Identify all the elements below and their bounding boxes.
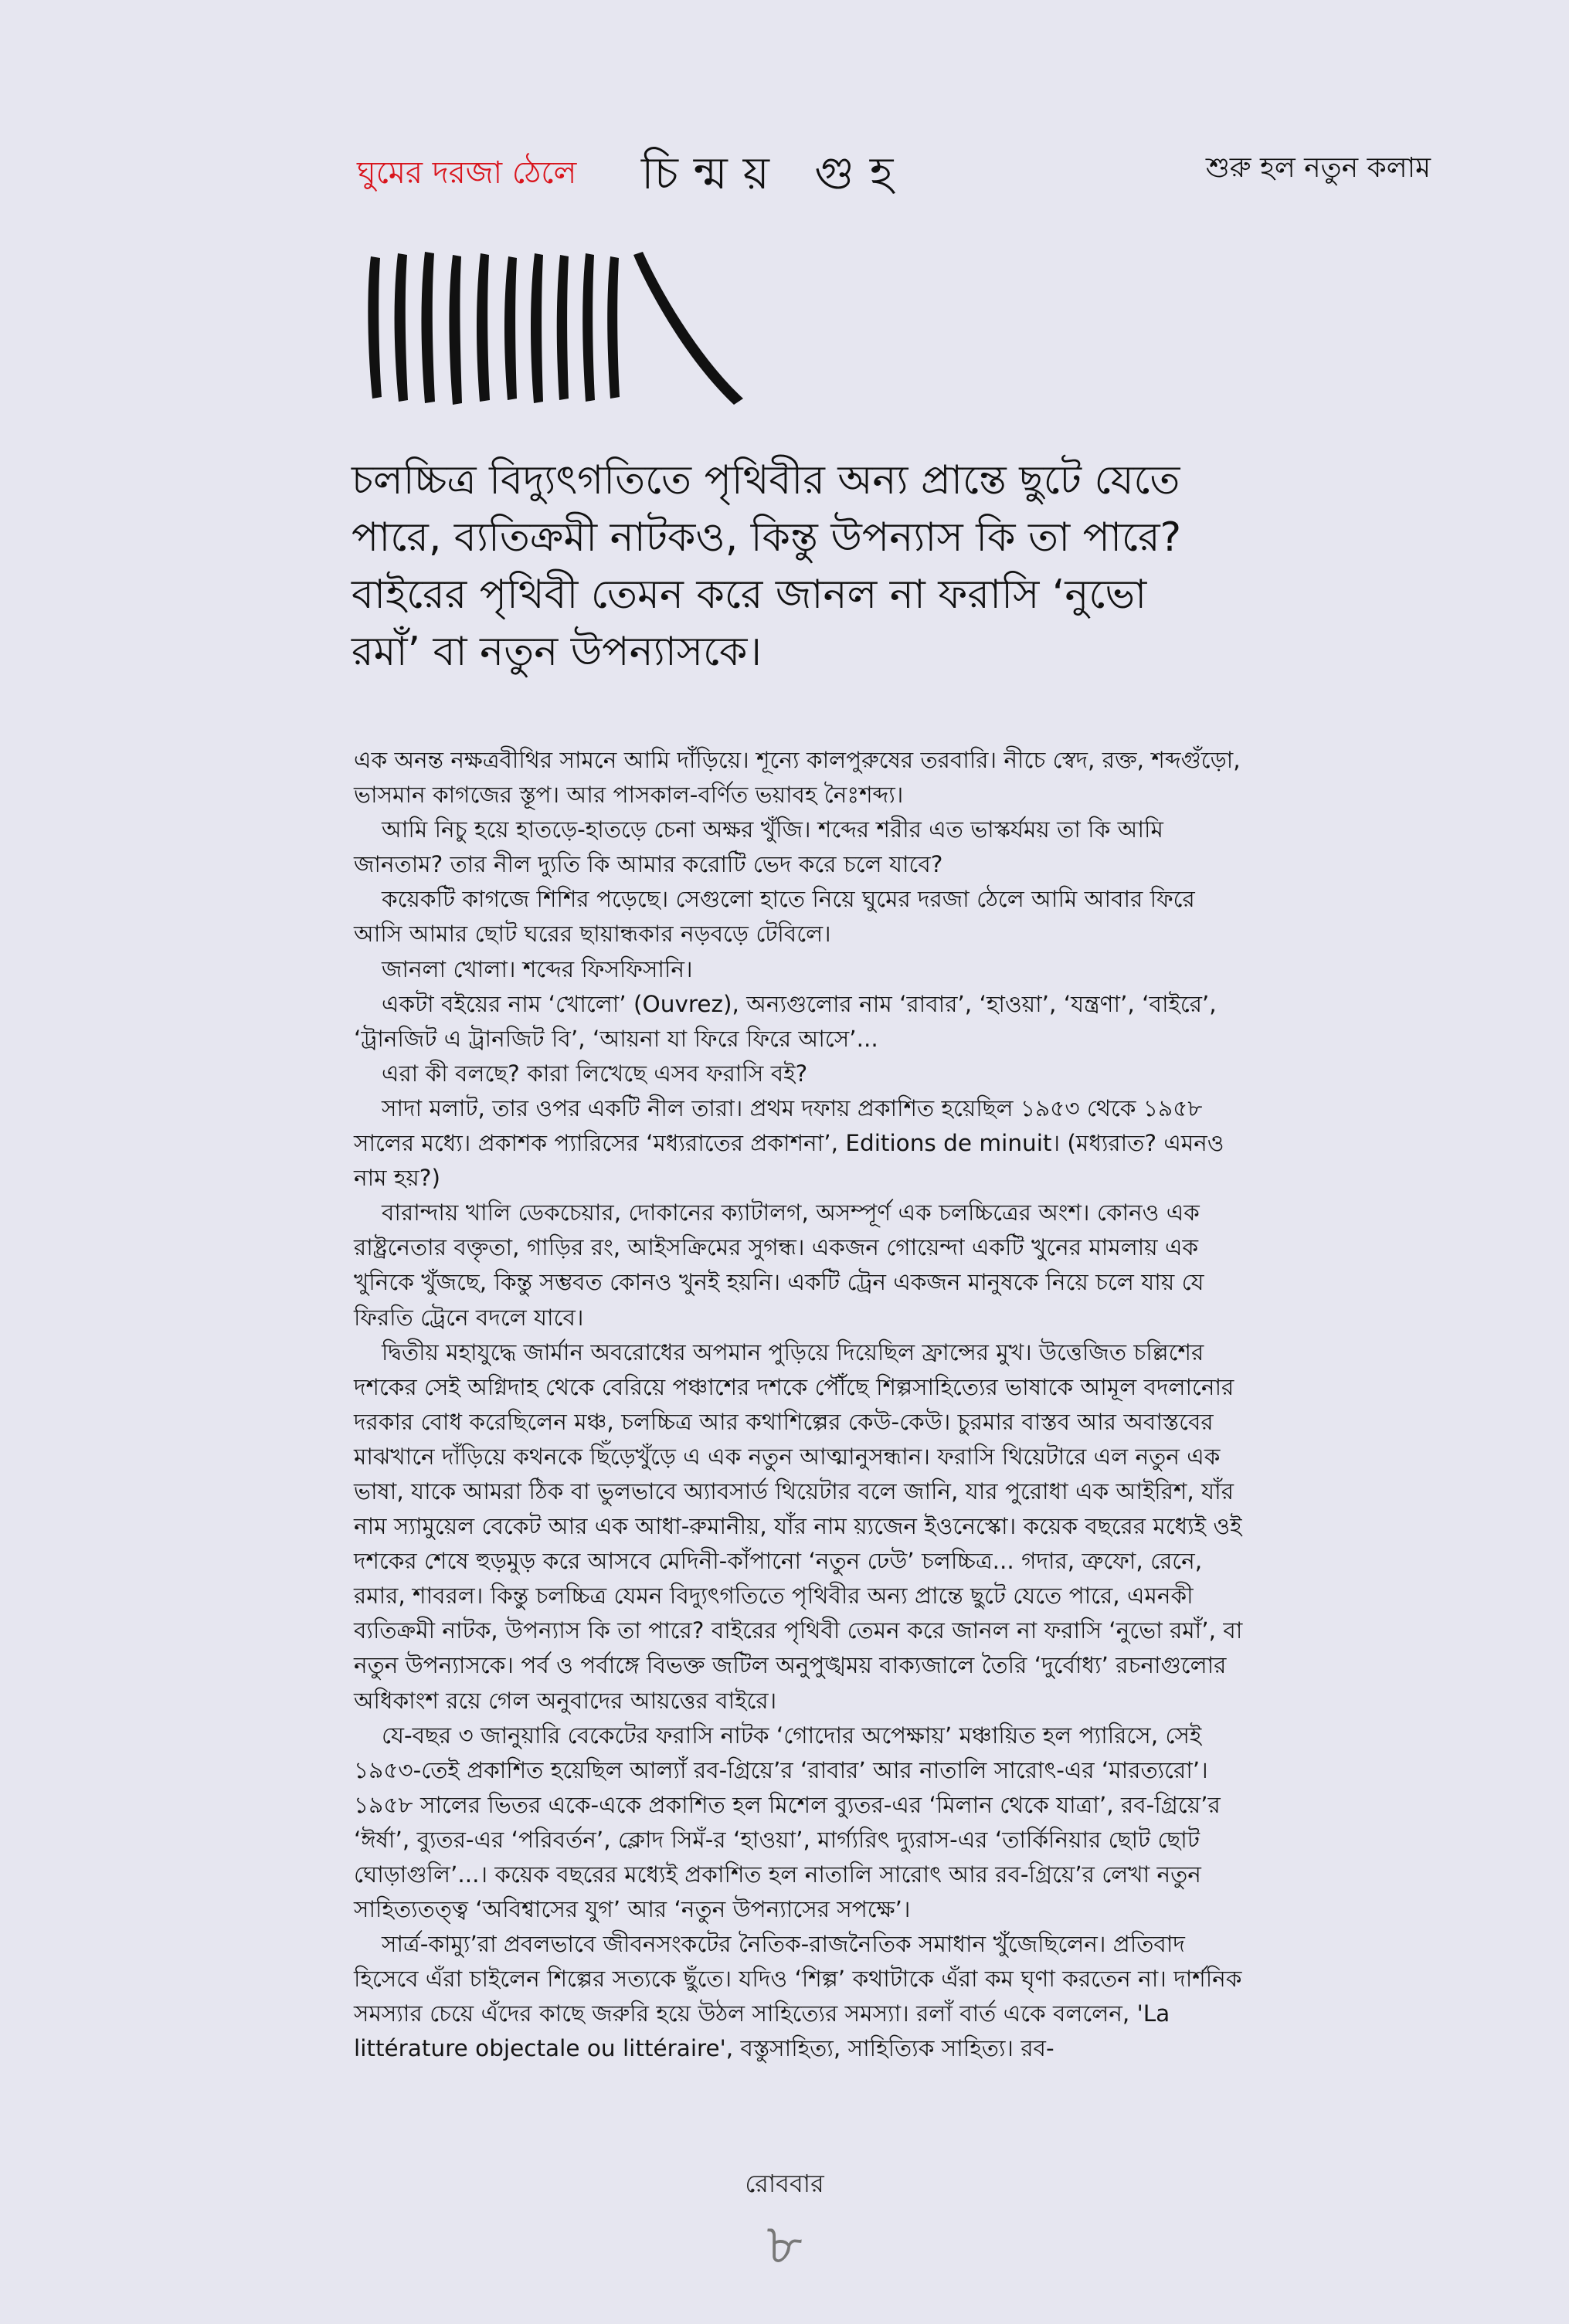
body-paragraph: এরা কী বলছে? কারা লিখেছে এসব ফরাসি বই? — [382, 1060, 808, 1087]
column-title: ঘুমের দরজা ঠেলে — [357, 155, 577, 191]
body-paragraph: যে-বছর ৩ জানুয়ারি বেকেটের ফরাসি নাটক ‘গোদোর অপেক্ষায়’ মঞ্চায়িত হল প্যারিসে, সেই ১৯৫৩-তেই প্রকাশিত হয়েছিল আল্যাঁ রব-গ্রিয়ে’র ‘রাবার’ আর নাতালি সারোৎ-এর ‘মারত্যরো’। ১৯৫৮ সালের ভিতর একে-একে প্রকাশিত হল মিশেল ব্যুতর-এর ‘মিলান থেকে যাত্রা’, রব-গ্রিয়ে’র ‘ঈর্ষা’, ব্যুতর-এর ‘পরিবর্তন’, ক্লোদ সিমঁ-র ‘হাওয়া’, মার্গ্যরিৎ দ্যুরাস-এর ‘তার্কিনিয়ার ছোট ছোট ঘোড়াগুলি’...। কয়েক বছরের মধ্যেই প্রকাশিত হল নাতালি সারোৎ আর রব-গ্রিয়ে’র লেখা নতুন সাহিত্যতত্ত্ব ‘অবিশ্বাসের যুগ’ আর ‘নতুন উপন্যাসের সপক্ষে’। — [354, 1722, 1221, 1923]
column-announcement: শুরু হল নতুন কলাম — [1205, 152, 1431, 184]
magazine-name: রোববার — [745, 2169, 824, 2198]
body-paragraph: দ্বিতীয় মহাযুদ্ধে জার্মান অবরোধের অপমান পুড়িয়ে দিয়েছিল ফ্রান্সের মুখ। উত্তেজিত চল্লিশের দশকের সেই অগ্নিদাহ থেকে বেরিয়ে পঞ্চাশের দশকে পৌঁছে শিল্পসাহিত্যের ভাষাকে আমূল বদলানোর দরকার বোধ করেছিলেন মঞ্চ, চলচ্চিত্র আর কথাশিল্পের কেউ-কেউ। চুরমার বাস্তব আর অবাস্তবের মাঝখানে দাঁড়িয়ে কথনকে ছিঁড়েখুঁড়ে এ এক নতুন আত্মানুসন্ধান। ফরাসি থিয়েটারে এল নতুন এক ভাষা, যাকে আমরা ঠিক বা ভুলভাবে অ্যাবসার্ড থিয়েটার বলে জানি, যার পুরোধা এক আইরিশ, যাঁর নাম স্যামুয়েল বেকেট আর এক আধা-রুমানীয়, যাঁর নাম য়্যজেন ইওনেস্কো। কয়েক বছরের মধ্যেই ওই দশকের শেষে হুড়মুড় করে আসবে মেদিনী-কাঁপানো ‘নতুন ঢেউ’ চলচ্চিত্র... গদার, ত্রুফো, রেনে, রমার, শাবরল। কিন্তু চলচ্চিত্র যেমন বিদ্যুৎগতিতে পৃথিবীর অন্য প্রান্তে ছুটে যেতে পারে, এমনকী ব্যতিক্রমী নাটক, উপন্যাস কি তা পারে? বাইরের পৃথিবী তেমন করে জানল না ফরাসি ‘নুভো রমাঁ’, বা নতুন উপন্যাসকে। পর্ব ও পর্বাঙ্গে বিভক্ত জটিল অনুপুঙ্খময় বাক্যজালে তৈরি ‘দুর্বোধ্য’ রচনাগুলোর অধিকাংশ রয়ে গেল অনুবাদের আয়ত্তের বাইরে। — [354, 1338, 1243, 1714]
article-body — [354, 743, 1248, 2067]
body-paragraph: বারান্দায় খালি ডেকচেয়ার, দোকানের ক্যাটালগ, অসম্পূর্ণ এক চলচ্চিত্রের অংশ। কোনও এক রাষ্ট্রনেতার বক্তৃতা, গাড়ির রং, আইসক্রিমের সুগন্ধ। একজন গোয়েন্দা একটি খুনের মামলায় এক খুনিকে খুঁজছে, কিন্তু সম্ভবত কোনও খুনই হয়নি। একটি ট্রেন একজন মানুষকে নিয়ে চলে যায় যে ফিরতি ট্রেনে বদলে যাবে। — [354, 1199, 1204, 1331]
body-paragraph: জানলা খোলা। শব্দের ফিসফিসানি। — [382, 955, 693, 982]
lead-paragraph: চলচ্চিত্র বিদ্যুৎগতিতে পৃথিবীর অন্য প্রান্তে ছুটে যেতে পারে, ব্যতিক্রমী নাটকও, কিন্তু উপন্যাস কি তা পারে? বাইরের পৃথিবী তেমন করে জানল না ফরাসি ‘নুভো রমাঁ’ বা নতুন উপন্যাসকে। — [351, 457, 1182, 675]
body-paragraph: সাদা মলাট, তার ওপর একটি নীল তারা। প্রথম দফায় প্রকাশিত হয়েছিল ১৯৫৩ থেকে ১৯৫৮ সালের মধ্যে। প্রকাশক প্যারিসের ‘মধ্যরাতের প্রকাশনা’, Editions de minuit। (মধ্যরাত? এমনও নাম হয়?) — [354, 1094, 1224, 1192]
page-header — [357, 139, 1431, 201]
page-number: ৮ — [766, 2212, 803, 2277]
body-paragraph: আমি নিচু হয়ে হাতড়ে-হাতড়ে চেনা অক্ষর খুঁজি। শব্দের শরীর এত ভাস্কর্যময় তা কি আমি জানতাম? তার নীল দ্যুতি কি আমার করোটি ভেদ করে চলে যাবে? — [354, 816, 1163, 878]
body-paragraph: এক অনন্ত নক্ষত্রবীথির সামনে আমি দাঁড়িয়ে। শূন্যে কালপুরুষের তরবারি। নীচে স্বেদ, রক্ত, শব্দগুঁড়ো, ভাসমান কাগজের স্তূপ। আর পাসকাল-বর্ণিত ভয়াবহ নৈঃশব্দ্য। — [354, 747, 1241, 809]
author-name: চিন্ময় গুহ — [641, 147, 909, 199]
brush-strokes — [368, 252, 743, 405]
body-paragraph: সার্ত্র-কাম্যু’রা প্রবলভাবে জীবনসংকটের নৈতিক-রাজনৈতিক সমাধান খুঁজেছিলেন। প্রতিবাদ হিসেবে এঁরা চাইলেন শিল্পের সত্যকে ছুঁতে। যদিও ‘শিল্প’ কথাটাকে এঁরা কম ঘৃণা করতেন না। দার্শনিক সমস্যার চেয়ে এঁদের কাছে জরুরি হয়ে উঠল সাহিত্যের সমস্যা। রলাঁ বার্ত একে বললেন, 'La littérature objectale ou littéraire', বস্তুসাহিত্য, সাহিত্যিক সাহিত্য। রব- — [354, 1931, 1242, 2062]
page-footer — [0, 2164, 1569, 2295]
body-paragraph: একটা বইয়ের নাম ‘খোলো’ (Ouvrez), অন্যগুলোর নাম ‘রাবার’, ‘হাওয়া’, ‘যন্ত্রণা’, ‘বাইরে’, ‘ট্রানজিট এ ট্রানজিট বি’, ‘আয়না যা ফিরে ফিরে আসে’... — [354, 990, 1217, 1052]
body-paragraph: কয়েকটি কাগজে শিশির পড়েছে। সেগুলো হাতে নিয়ে ঘুমের দরজা ঠেলে আমি আবার ফিরে আসি আমার ছোট ঘরের ছায়ান্ধকার নড়বড়ে টেবিলে। — [354, 886, 1195, 948]
brush-stroke-tally-icon — [363, 246, 827, 408]
